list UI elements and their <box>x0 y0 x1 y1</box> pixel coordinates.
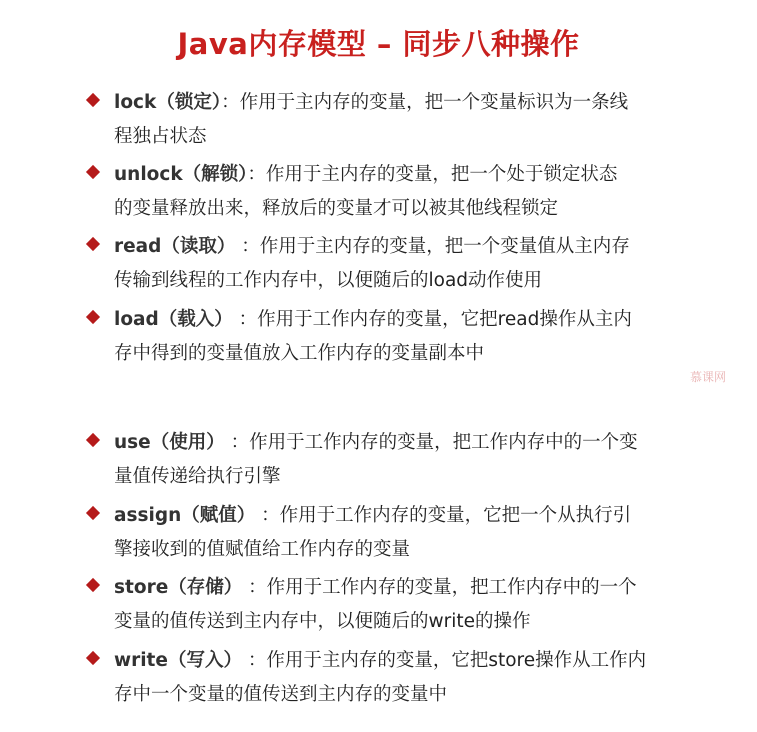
list-item-use <box>82 426 682 494</box>
item-keyword: use（使用） <box>114 432 225 453</box>
item-description: ：作用于主内存的变量，把一个处于锁定状态 <box>247 164 618 185</box>
item-keyword: assign（赋值） <box>114 505 256 526</box>
item-keyword: lock（锁定） <box>114 92 222 113</box>
item-description-cont: 擎接收到的值赋值给工作内存的变量 <box>114 539 411 560</box>
diamond-bullet-icon <box>86 433 100 447</box>
item-description-cont: 的变量释放出来，释放后的变量才可以被其他线程锁定 <box>114 198 559 219</box>
diamond-bullet-icon <box>86 93 100 107</box>
diamond-bullet-icon <box>86 578 100 592</box>
item-description: ：作用于工作内存的变量，把工作内存中的一个 <box>242 577 637 598</box>
list-item-read <box>82 230 682 298</box>
item-description: ：作用于主内存的变量，把一个变量值从主内存 <box>235 236 630 257</box>
list-item-write <box>82 644 682 712</box>
diamond-bullet-icon <box>86 506 100 520</box>
item-keyword: read（读取） <box>114 236 236 257</box>
item-keyword: store（存储） <box>114 577 243 598</box>
item-description-cont: 程独占状态 <box>114 126 207 147</box>
diamond-bullet-icon <box>86 651 100 665</box>
item-description: ：作用于主内存的变量，把一个变量标识为一条线 <box>221 92 629 113</box>
item-description-cont: 存中一个变量的值传送到主内存的变量中 <box>114 684 448 705</box>
watermark-logo: 慕课网 <box>690 370 727 384</box>
list-item-assign <box>82 499 682 567</box>
slide-title: Java内存模型 – 同步八种操作 <box>177 27 580 61</box>
list-item-lock <box>82 86 682 154</box>
item-keyword: load（载入） <box>114 309 233 330</box>
item-description: ：作用于工作内存的变量，它把一个从执行引 <box>255 505 632 526</box>
diamond-bullet-icon <box>86 310 100 324</box>
item-description-cont: 传输到线程的工作内存中，以便随后的load动作使用 <box>114 270 543 291</box>
item-description-cont: 量值传递给执行引擎 <box>114 466 281 487</box>
diamond-bullet-icon <box>86 237 100 251</box>
item-keyword: write（写入） <box>114 650 242 671</box>
item-description: ：作用于工作内存的变量，把工作内存中的一个变 <box>224 432 638 453</box>
item-description: ：作用于工作内存的变量，它把read操作从主内 <box>232 309 632 330</box>
list-item-load <box>82 303 682 371</box>
item-description: ：作用于主内存的变量，它把store操作从工作内 <box>241 650 647 671</box>
list-item-store <box>82 571 682 639</box>
item-description-cont: 变量的值传送到主内存中，以便随后的write的操作 <box>114 611 531 632</box>
item-keyword: unlock（解锁） <box>114 164 248 185</box>
item-description-cont: 存中得到的变量值放入工作内存的变量副本中 <box>114 343 485 364</box>
diamond-bullet-icon <box>86 165 100 179</box>
list-item-unlock <box>82 158 682 226</box>
